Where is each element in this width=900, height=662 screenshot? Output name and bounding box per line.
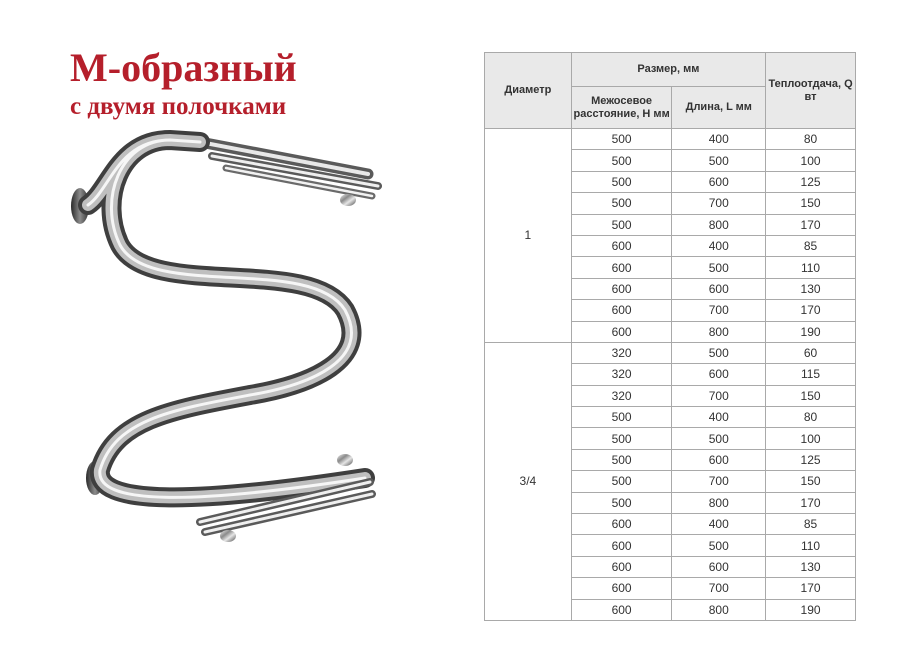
length-cell: 700 <box>672 578 766 599</box>
center-distance-cell: 600 <box>571 321 672 342</box>
page-subtitle: с двумя полочками <box>70 93 287 120</box>
center-distance-cell: 320 <box>571 385 672 406</box>
page-title: M-образный <box>70 45 297 90</box>
heat-output-cell: 170 <box>766 492 856 513</box>
heat-output-cell: 110 <box>766 257 856 278</box>
heat-output-cell: 150 <box>766 385 856 406</box>
length-cell: 800 <box>672 492 766 513</box>
header-center-distance: Межосевое расстояние, H мм <box>571 87 672 129</box>
diameter-cell: 3/4 <box>485 342 572 620</box>
length-cell: 500 <box>672 535 766 556</box>
center-distance-cell: 500 <box>571 193 672 214</box>
heat-output-cell: 130 <box>766 556 856 577</box>
heat-output-cell: 125 <box>766 449 856 470</box>
length-cell: 500 <box>672 428 766 449</box>
heat-output-cell: 190 <box>766 599 856 620</box>
heat-output-cell: 115 <box>766 364 856 385</box>
center-distance-cell: 500 <box>571 492 672 513</box>
length-cell: 600 <box>672 449 766 470</box>
center-distance-cell: 320 <box>571 342 672 363</box>
length-cell: 500 <box>672 342 766 363</box>
center-distance-cell: 600 <box>571 514 672 535</box>
heat-output-cell: 170 <box>766 214 856 235</box>
heat-output-cell: 190 <box>766 321 856 342</box>
center-distance-cell: 500 <box>571 214 672 235</box>
heat-output-cell: 170 <box>766 300 856 321</box>
specs-table <box>484 52 856 621</box>
table-row <box>485 129 856 150</box>
center-distance-cell: 600 <box>571 235 672 256</box>
length-cell: 700 <box>672 300 766 321</box>
length-cell: 400 <box>672 235 766 256</box>
center-distance-cell: 600 <box>571 257 672 278</box>
heat-output-cell: 80 <box>766 407 856 428</box>
length-cell: 400 <box>672 129 766 150</box>
heat-output-cell: 85 <box>766 235 856 256</box>
heat-output-cell: 60 <box>766 342 856 363</box>
length-cell: 600 <box>672 278 766 299</box>
center-distance-cell: 500 <box>571 150 672 171</box>
length-cell: 800 <box>672 214 766 235</box>
header-length: Длина, L мм <box>672 87 766 129</box>
specs-table-body <box>485 129 856 621</box>
center-distance-cell: 500 <box>571 471 672 492</box>
center-distance-cell: 600 <box>571 535 672 556</box>
top-shelf <box>200 142 378 206</box>
heat-output-cell: 110 <box>766 535 856 556</box>
center-distance-cell: 500 <box>571 428 672 449</box>
center-distance-cell: 600 <box>571 578 672 599</box>
header-diameter: Диаметр <box>485 53 572 129</box>
center-distance-cell: 600 <box>571 278 672 299</box>
heat-output-cell: 150 <box>766 471 856 492</box>
heat-output-cell: 130 <box>766 278 856 299</box>
heat-output-cell: 100 <box>766 428 856 449</box>
length-cell: 700 <box>672 385 766 406</box>
center-distance-cell: 500 <box>571 449 672 470</box>
center-distance-cell: 600 <box>571 300 672 321</box>
heat-output-cell: 100 <box>766 150 856 171</box>
length-cell: 400 <box>672 407 766 428</box>
length-cell: 500 <box>672 257 766 278</box>
length-cell: 700 <box>672 193 766 214</box>
center-distance-cell: 600 <box>571 599 672 620</box>
table-row <box>485 342 856 363</box>
heat-output-cell: 150 <box>766 193 856 214</box>
length-cell: 600 <box>672 364 766 385</box>
center-distance-cell: 500 <box>571 407 672 428</box>
m-shaped-tube <box>88 140 365 497</box>
diameter-cell: 1 <box>485 129 572 343</box>
header-heat-output: Теплоотдача, Q вт <box>766 53 856 129</box>
length-cell: 700 <box>672 471 766 492</box>
center-distance-cell: 320 <box>571 364 672 385</box>
length-cell: 400 <box>672 514 766 535</box>
center-distance-cell: 500 <box>571 171 672 192</box>
center-distance-cell: 500 <box>571 129 672 150</box>
heat-output-cell: 125 <box>766 171 856 192</box>
center-distance-cell: 600 <box>571 556 672 577</box>
length-cell: 600 <box>672 171 766 192</box>
header-size-group: Размер, мм <box>571 53 765 87</box>
heat-output-cell: 85 <box>766 514 856 535</box>
heat-output-cell: 170 <box>766 578 856 599</box>
length-cell: 800 <box>672 599 766 620</box>
heat-output-cell: 80 <box>766 129 856 150</box>
length-cell: 600 <box>672 556 766 577</box>
length-cell: 500 <box>672 150 766 171</box>
length-cell: 800 <box>672 321 766 342</box>
